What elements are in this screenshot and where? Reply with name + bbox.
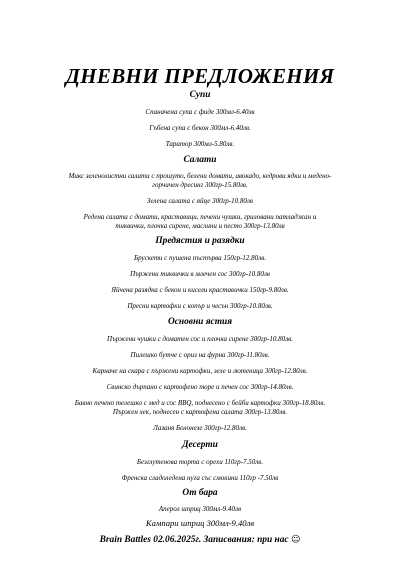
menu-item: Микс зеленолистни салати с прошуто, белени домати, авокадо, кедрови ядки и медено-	[68, 172, 332, 180]
smiley-icon: ☺	[290, 535, 301, 545]
menu-item: Пържени чушки с доматен сос и плочка сирене 300гр-10.80лв.	[107, 335, 293, 343]
menu-item: Пържени тиквички в млечен сос 300гр-10.80лв	[130, 270, 270, 278]
event-announcement-text: Brain Battles 02.06.2025г. Записвания: при нас	[99, 535, 289, 545]
menu-item: Пържен хек, поднесен с картофена салата 300гр-13.80лв.	[112, 408, 288, 416]
menu-item: Аперол шприц 300мл-9.40лв	[158, 505, 242, 513]
section-heading-soups: Супи	[189, 90, 211, 100]
menu-item: Пресни картофки с копър и чесън 300гр-10.80лв.	[127, 302, 273, 310]
section-heading-starters: Предястия и разядки	[155, 236, 245, 246]
menu-item: Гъбена супа с бекон 300мл-6.40лв.	[149, 124, 251, 132]
menu-item: Френска сладоледена нуга със смокини 110гр -7.50лв	[121, 474, 279, 482]
menu-item: Зелена салата с яйце 300гр-10.80лв	[147, 197, 253, 205]
page-title: ДНЕВНИ ПРЕДЛОЖЕНИЯ	[65, 64, 335, 88]
menu-item: Лазаня Болонезе 300гр-12.80лв.	[153, 424, 247, 432]
event-announcement	[0, 535, 400, 545]
menu-item-continued: горчичен дресинг 300гр-15.80лв.	[152, 181, 248, 189]
menu-item-continued: тиквички, плочка сирене, маслини и песто 300гр-13.80лв	[115, 222, 285, 230]
menu-item: Бавно печено телешко с мед и сос BBQ, поднесено с бейби картофки 300гр-18.80лв.	[74, 399, 326, 407]
menu-item: Безглутенова торта с орехи 110гр-7.50лв.	[136, 458, 264, 466]
menu-item: Кампари шприц 300мл-9.40лв	[145, 518, 255, 528]
menu-item: Брускети с пушена пъстърва 150гр-12.80лв.	[133, 254, 267, 262]
section-heading-mains: Основни ястия	[167, 317, 233, 327]
menu-item: Яйчена разядка с бекон и кисели краставички 150гр-9.80лв.	[111, 286, 289, 294]
section-heading-salads: Салати	[183, 155, 217, 165]
menu-item: Карначе на скара с пържени картофки, зеле и лютеница 300гр-12.80лв.	[92, 367, 308, 375]
section-heading-bar: От бара	[182, 488, 218, 498]
menu-item: Свинско дърпано с картофено пюре и печен сос 300гр-14.80лв.	[106, 383, 294, 391]
menu-item: Редена салата с домати, краставици, печени чушки, гриловани патладжан и	[83, 213, 317, 221]
menu-item: Таратор 300мл-5.80лв.	[165, 140, 235, 148]
menu-item: Спаначена супа с фиде 300мл-6.40лв	[145, 108, 255, 116]
menu-item: Пилешко бутче с ориз на фурна 300гр-11.80лв.	[130, 351, 270, 359]
section-heading-desserts: Десерти	[182, 440, 218, 450]
